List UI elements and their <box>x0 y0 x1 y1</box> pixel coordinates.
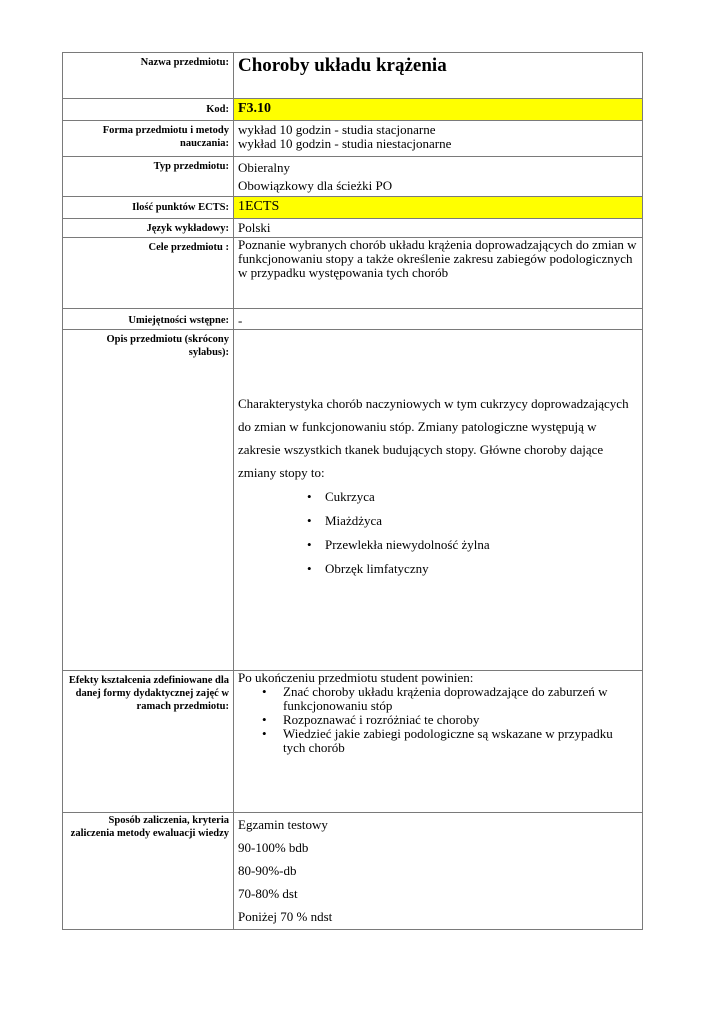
list-item: • Miażdżyca <box>238 509 638 533</box>
row-form <box>63 121 643 157</box>
grading-line: 90-100% bdb <box>238 840 309 855</box>
bullet-icon: • <box>262 712 267 727</box>
label-outcomes: Efekty kształcenia zdefiniowane dla danej formy dydaktycznej zajęć w ramach przedmiotu: <box>63 671 234 813</box>
label-goals: Cele przedmiotu : <box>63 238 234 309</box>
label-subject-name: Nazwa przedmiotu: <box>63 53 234 99</box>
row-ects <box>63 197 643 219</box>
label-grading: Sposób zaliczenia, kryteria zaliczenia metody ewaluacji wiedzy <box>63 813 234 930</box>
label-skills: Umiejętności wstępne: <box>63 309 234 330</box>
bullet-icon: • <box>262 684 267 699</box>
label-description: Opis przedmiotu (skrócony sylabus): <box>63 330 234 671</box>
list-item: • Przewlekła niewydolność żylna <box>238 533 638 557</box>
type-line: Obowiązkowy dla ścieżki PO <box>238 178 393 193</box>
row-goals <box>63 238 643 309</box>
form-cell <box>234 121 643 157</box>
skills-value: - <box>234 309 643 330</box>
list-item: • Znać choroby układu krążenia doprowadzające do zaburzeń w funkcjonowaniu stóp <box>262 684 608 713</box>
language-value: Polski <box>234 219 643 238</box>
syllabus-table <box>62 52 643 930</box>
label-language: Język wykładowy: <box>63 219 234 238</box>
bullet-icon: • <box>307 513 312 528</box>
bullet-icon: • <box>307 561 312 576</box>
type-line: Obieralny <box>238 160 290 175</box>
row-code <box>63 99 643 121</box>
subject-title: Choroby układu krążenia <box>238 55 447 76</box>
subject-name-cell <box>234 53 643 99</box>
bullet-icon: • <box>307 537 312 552</box>
grading-cell <box>234 813 643 930</box>
outcomes-intro: Po ukończeniu przedmiotu student powinien: <box>238 670 474 685</box>
label-type: Typ przedmiotu: <box>63 157 234 197</box>
list-item: • Cukrzyca <box>238 485 638 509</box>
form-line: wykład 10 godzin - studia niestacjonarne <box>238 136 452 151</box>
description-cell <box>234 330 643 671</box>
goals-text: Poznanie wybranych chorób układu krążenia doprowadzających do zmian w funkcjonowaniu stopy a także określenie zakresu zabiegów podologicznych w przypadku występowania tych chorób <box>234 238 643 309</box>
outcomes-list <box>238 685 638 755</box>
list-item: • Obrzęk limfatyczny <box>238 557 638 581</box>
code-cell <box>234 99 643 121</box>
row-skills <box>63 309 643 330</box>
grading-line: Egzamin testowy <box>238 817 328 832</box>
bullet-icon: • <box>262 726 267 741</box>
grading-line: Poniżej 70 % ndst <box>238 909 333 924</box>
form-line: wykład 10 godzin - studia stacjonarne <box>238 122 436 137</box>
row-type <box>63 157 643 197</box>
grading-line: 70-80% dst <box>238 886 298 901</box>
row-subject-name <box>63 53 643 99</box>
description-list <box>238 485 638 581</box>
list-item: • Wiedzieć jakie zabiegi podologiczne są wskazane w przypadku tych chorób <box>262 726 613 755</box>
grading-line: 80-90%-db <box>238 863 297 878</box>
row-grading <box>63 813 643 930</box>
subject-code: F3.10 <box>238 101 272 116</box>
list-item: • Rozpoznawać i rozróżniać te choroby <box>262 712 480 727</box>
outcomes-cell <box>234 671 643 813</box>
ects-cell <box>234 197 643 219</box>
row-outcomes <box>63 671 643 813</box>
label-code: Kod: <box>63 99 234 121</box>
type-cell <box>234 157 643 197</box>
row-description <box>63 330 643 671</box>
bullet-icon: • <box>307 489 312 504</box>
description-text: Charakterystyka chorób naczyniowych w tym cukrzycy doprowadzających do zmian w funkcjonowaniu stóp. Zmiany patologiczne występują w zakresie wszystkich tkanek budujących stopy. Główne choroby dające zmiany stopy to: <box>238 396 629 480</box>
ects-value: 1ECTS <box>238 199 280 214</box>
row-language <box>63 219 643 238</box>
label-form: Forma przedmiotu i metody nauczania: <box>63 121 234 157</box>
label-ects: Ilość punktów ECTS: <box>63 197 234 219</box>
